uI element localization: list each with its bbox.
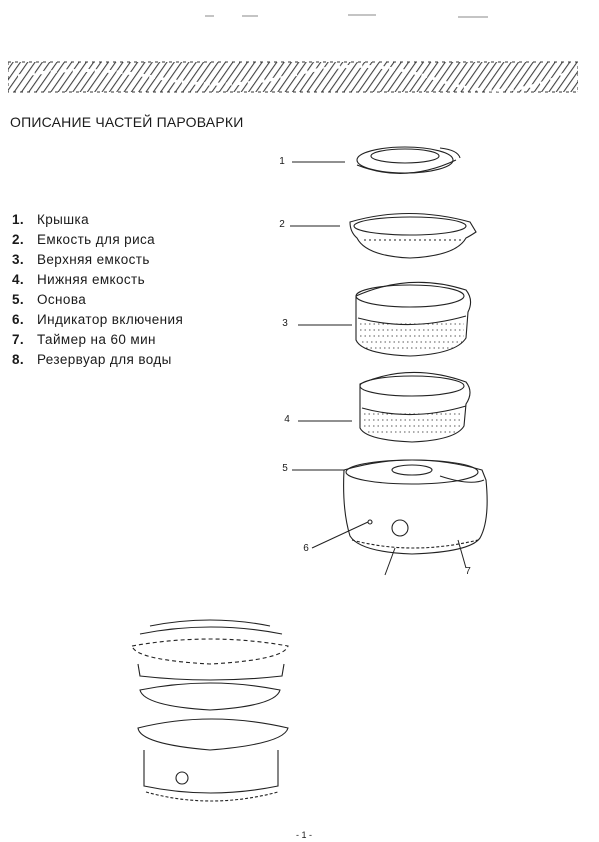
list-item-number: 4.	[12, 272, 25, 287]
list-item	[12, 290, 212, 310]
decorative-header-band	[8, 58, 578, 98]
list-item-label: Верхняя емкость	[37, 252, 150, 267]
scan-artifacts	[0, 10, 599, 22]
list-item-number: 6.	[12, 312, 25, 327]
list-item-number: 5.	[12, 292, 25, 307]
callout-2: 2	[279, 219, 285, 230]
rice-bowl-part	[350, 214, 476, 259]
list-item-label: Индикатор включения	[37, 312, 184, 327]
base-part	[344, 460, 488, 554]
list-item	[12, 330, 212, 350]
list-item-number: 8.	[12, 352, 25, 367]
assembled-steamer	[132, 620, 288, 801]
list-item	[12, 250, 212, 270]
parts-list	[12, 210, 212, 370]
callout-3: 3	[282, 318, 288, 329]
callout-1: 1	[279, 156, 285, 167]
list-item-number: 7.	[12, 332, 25, 347]
lower-basket-part	[360, 372, 470, 442]
list-item-number: 2.	[12, 232, 25, 247]
list-item	[12, 210, 212, 230]
list-item-number: 1.	[12, 212, 25, 227]
callout-6: 6	[303, 543, 309, 554]
list-item	[12, 230, 212, 250]
list-item	[12, 270, 212, 290]
list-item-label: Нижняя емкость	[37, 272, 146, 287]
list-item-number: 3.	[12, 252, 25, 267]
list-item	[12, 310, 212, 330]
list-item-label: Емкость для риса	[37, 232, 156, 247]
section-title: ОПИСАНИЕ ЧАСТЕЙ ПАРОВАРКИ	[10, 114, 244, 130]
list-item-label: Таймер на 60 мин	[37, 332, 156, 347]
upper-basket-part	[356, 282, 471, 356]
list-item-label: Основа	[37, 292, 87, 307]
list-item-label: Крышка	[37, 212, 90, 227]
list-item	[12, 350, 212, 370]
page-number: - 1 -	[296, 830, 313, 840]
callout-5: 5	[282, 463, 288, 474]
list-item-label: Резервуар для воды	[37, 352, 172, 367]
lid-part	[357, 147, 460, 173]
leader-lines	[290, 162, 466, 575]
callout-4: 4	[284, 414, 290, 425]
callout-7: 7	[465, 566, 471, 577]
